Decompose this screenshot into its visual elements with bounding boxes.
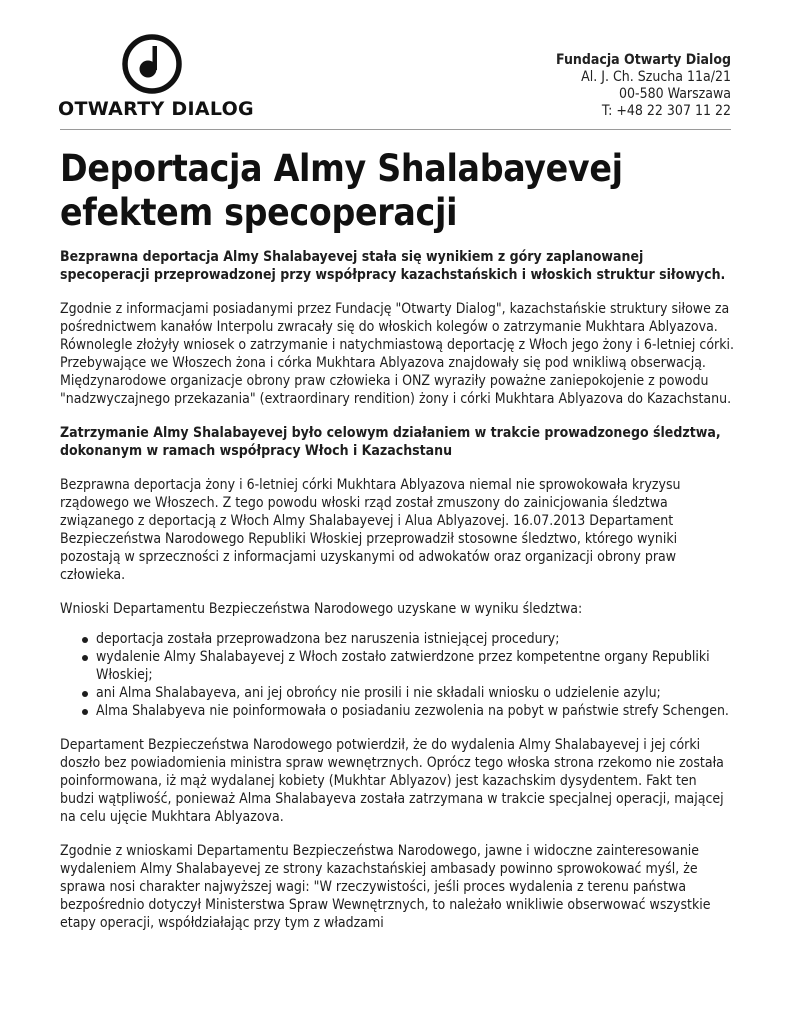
article-body bbox=[60, 248, 734, 948]
paragraph-5: Zgodnie z wnioskami Departamentu Bezpieczeństwa Narodowego, jawne i widoczne zainteresowanie wydaleniem Almy Shalabayevej ze strony kazachstańskiej ambasady powinno sprowokować myśl, że sprawa nosi charakter najwyższej wagi: "W rzeczywistości, jeśli proces wydalenia z terenu państwa bezpośrednio dotyczył Ministerstwa Spraw Wewnętrznych, to należało wnikliwie obserwować wszystkie etapy operacji, współdziałając przy tym z władzami bbox=[60, 843, 711, 931]
paragraph-3: Wnioski Departamentu Bezpieczeństwa Narodowego uzyskane w wyniku śledztwa: bbox=[60, 601, 583, 617]
header-divider bbox=[60, 129, 731, 130]
foundation-address bbox=[556, 52, 731, 120]
paragraph-2: Bezprawna deportacja żony i 6-letniej córki Mukhtara Ablyazova niemal nie sprowokowała kryzysu rządowego we Włoszech. Z tego powodu włoski rząd został zmuszony do zainicjowania śledztwa związanego z deportacją z Włoch Almy Shalabayevej i Alua Ablyazovej. 16.07.2013 Departament Bezpieczeństwa Narodowego Republiki Włoskiej przeprowadził stosowne śledztwo, którego wyniki pozostają w sprzeczności z informacjami uzyskanymi od adwokatów oraz organizacji obrony praw człowieka. bbox=[60, 477, 681, 583]
lead-paragraph: Bezprawna deportacja Almy Shalabayevej stała się wynikiem z góry zaplanowanej specoperacji przeprowadzonej przy współpracy kazachstańskich i włoskich struktur siłowych. bbox=[60, 249, 726, 283]
address-org: Fundacja Otwarty Dialog bbox=[556, 52, 731, 68]
logo-text: OTWARTY DIALOG bbox=[58, 98, 254, 120]
section-subheading: Zatrzymanie Almy Shalabayevej było celowym działaniem w trakcie prowadzonego śledztwa, dokonanym w ramach współpracy Włoch i Kazachstanu bbox=[60, 425, 721, 459]
address-city: 00-580 Warszawa bbox=[619, 86, 731, 102]
paragraph-4: Departament Bezpieczeństwa Narodowego potwierdził, że do wydalenia Almy Shalabayevej i jej córki doszło bez powiadomienia ministra spraw wewnętrznych. Oprócz tego włoska strona rzekomo nie została poinformowana, iż mąż wydalanej kobiety (Mukhtar Ablyazov) jest kazachskim dysydentem. Fakt ten budzi wątpliwość, ponieważ Alma Shalabayeva została zatrzymana w trakcie specjalnej operacji, mającej na celu ujęcie Mukhtara Ablyazova. bbox=[60, 737, 724, 825]
list-item: wydalenie Almy Shalabayevej z Włoch zostało zatwierdzone przez kompetentne organy Republiki Włoskiej; bbox=[76, 648, 734, 684]
list-item: ani Alma Shalabayeva, ani jej obrońcy nie prosili i nie składali wniosku o udzielenie azylu; bbox=[76, 684, 734, 702]
conclusions-list bbox=[60, 630, 734, 720]
list-item: deportacja została przeprowadzona bez naruszenia istniejącej procedury; bbox=[76, 630, 734, 648]
address-street: Al. J. Ch. Szucha 11a/21 bbox=[581, 69, 731, 85]
otwarty-dialog-logo-icon bbox=[122, 34, 182, 94]
list-item: Alma Shalabyeva nie poinformowała o posiadaniu zezwolenia na pobyt w państwie strefy Schengen. bbox=[76, 702, 734, 720]
paragraph-1: Zgodnie z informacjami posiadanymi przez Fundację "Otwarty Dialog", kazachstańskie struktury siłowe za pośrednictwem kanałów Interpolu zwracały się do włoskich kolegów o zatrzymanie Mukhtara Ablyazova. Równolegle złożyły wniosek o zatrzymanie i natychmiastową deportację z Włoch jego żony i 6-letniej córki. Przebywające we Włoszech żona i córka Mukhtara Ablyazova znajdowały się pod wnikliwą obserwacją. Międzynarodowe organizacje obrony praw człowieka i ONZ wyraziły poważne zaniepokojenie z powodu "nadzwyczajnego przekazania" (extraordinary rendition) żony i córki Mukhtara Ablyazova do Kazachstanu. bbox=[60, 301, 735, 407]
logo bbox=[58, 32, 254, 122]
address-phone: T: +48 22 307 11 22 bbox=[601, 103, 731, 119]
page-title: Deportacja Almy Shalabayevej efektem specoperacji bbox=[60, 147, 623, 234]
